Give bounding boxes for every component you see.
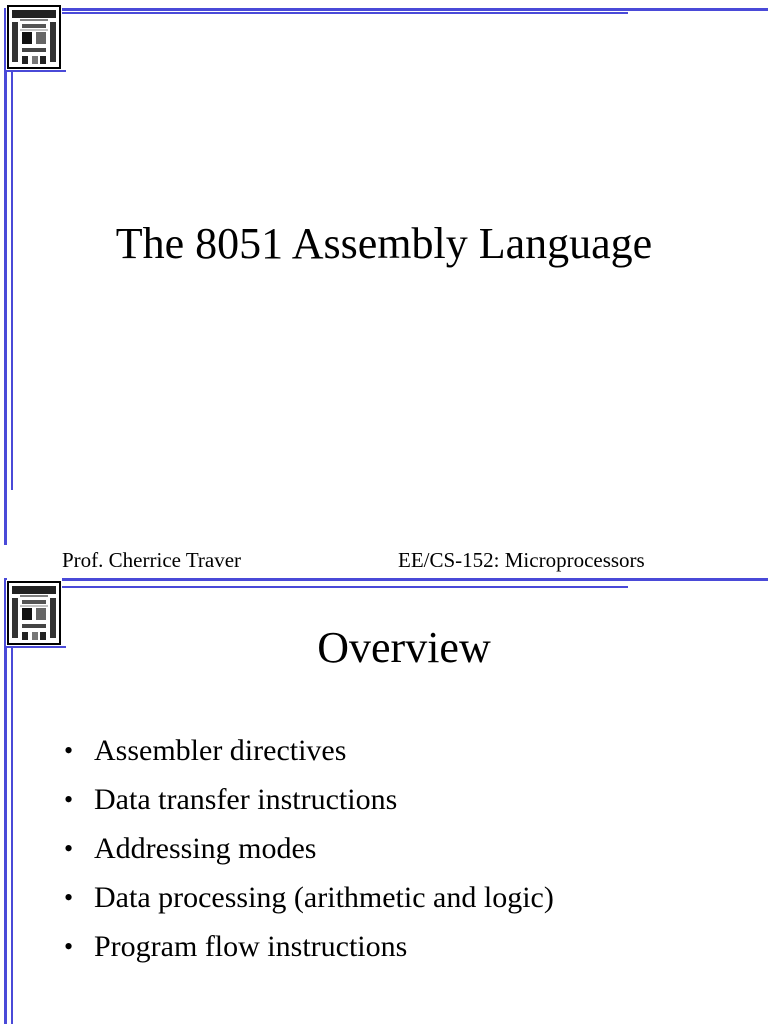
footer-course: EE/CS-152: Microprocessors xyxy=(398,548,645,572)
bullet-text: Addressing modes xyxy=(94,832,317,865)
bullet-list xyxy=(64,726,554,971)
chip-die-icon xyxy=(6,4,62,70)
frame-left-accent xyxy=(11,646,13,1024)
bullet-icon: • xyxy=(64,883,74,912)
slide-footer xyxy=(0,545,768,576)
bullet-text: Assembler directives xyxy=(94,734,347,767)
logo-under-line xyxy=(4,70,66,72)
bullet-icon: • xyxy=(64,834,74,863)
slide-title-text: Overview xyxy=(317,623,491,672)
bullet-text: Data transfer instructions xyxy=(94,783,398,816)
list-item xyxy=(64,922,554,971)
frame-left-accent xyxy=(11,70,13,490)
slide-overview xyxy=(0,576,768,1024)
list-item xyxy=(64,726,554,775)
bullet-icon: • xyxy=(64,785,74,814)
list-item xyxy=(64,775,554,824)
bullet-icon: • xyxy=(64,932,74,961)
frame-top-accent xyxy=(62,586,628,588)
frame-top-line xyxy=(62,578,768,581)
slide-title-text: The 8051 Assembly Language xyxy=(115,219,653,268)
frame-top-line xyxy=(62,8,768,11)
list-item xyxy=(64,873,554,922)
list-item xyxy=(64,824,554,873)
footer-author: Prof. Cherrice Traver xyxy=(62,548,242,572)
bullet-text: Program flow instructions xyxy=(94,930,408,963)
frame-left-line xyxy=(4,8,7,545)
frame-top-accent xyxy=(62,12,628,14)
bullet-icon: • xyxy=(64,736,74,765)
bullet-text: Data processing (arithmetic and logic) xyxy=(94,881,554,914)
